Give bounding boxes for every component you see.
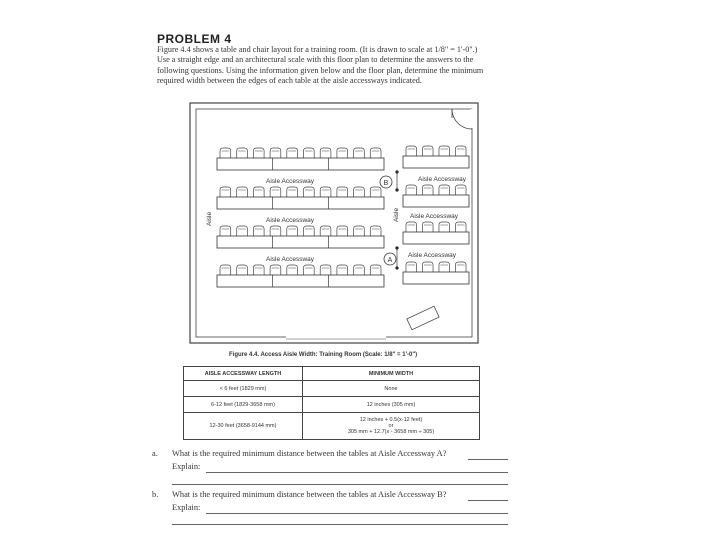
question-text: What is the required minimum distance between the tables at Aisle Accessway A?: [172, 449, 447, 458]
question-text: What is the required minimum distance between the tables at Aisle Accessway B?: [172, 490, 447, 499]
answer-line[interactable]: [172, 484, 508, 485]
room-inner-wall: [196, 109, 472, 337]
table-row: [217, 275, 384, 287]
chair: [320, 265, 331, 275]
chair: [406, 146, 417, 156]
formula-or: or: [388, 423, 394, 429]
table-row: [403, 272, 469, 284]
chair: [237, 265, 248, 275]
side-aisle-label: Aisle: [393, 207, 400, 222]
chair: [422, 185, 433, 195]
table-row: [403, 232, 469, 244]
chair: [320, 187, 331, 197]
chair: [287, 265, 298, 275]
chair: [439, 262, 450, 272]
answer-line[interactable]: [206, 472, 508, 473]
row-length: 12-30 feet (3658-9144 mm): [184, 413, 303, 440]
chair: [370, 226, 381, 236]
chair: [304, 187, 315, 197]
chair: [253, 148, 264, 158]
row-length: < 6 feet (1829 mm): [184, 381, 303, 397]
answer-line[interactable]: [172, 524, 508, 525]
intro-line: Use a straight edge and an architectural scale with this floor plan to determine the answers to the: [157, 55, 474, 65]
chair: [354, 148, 365, 158]
chair: [287, 226, 298, 236]
chair: [304, 226, 315, 236]
chair: [455, 146, 466, 156]
answer-line[interactable]: [468, 500, 508, 501]
chair: [455, 262, 466, 272]
chair: [253, 265, 264, 275]
chair: [270, 265, 281, 275]
side-aisle-label: Aisle: [206, 211, 213, 226]
chair: [304, 148, 315, 158]
aisle-label: Aisle Accessway: [418, 176, 467, 183]
chair: [370, 148, 381, 158]
chair: [270, 148, 281, 158]
chair: [422, 262, 433, 272]
table-row: [217, 158, 384, 170]
intro-line: Figure 4.4 shows a table and chair layout for a training room. (It is drawn to scale at 1/8" = 1'-0".): [157, 45, 478, 54]
chair: [220, 187, 231, 197]
explain-label: Explain:: [172, 462, 201, 471]
answer-line[interactable]: [468, 459, 508, 460]
aisle-spec-table: [183, 366, 480, 440]
question-b: [152, 490, 446, 499]
question-label: b.: [152, 490, 159, 499]
formula-imperial: 12 inches + 0.5(x-12 feet): [359, 417, 423, 423]
chair: [354, 187, 365, 197]
rotated-table: [407, 306, 439, 330]
aisle-label: Aisle Accessway: [266, 178, 315, 185]
chair: [304, 265, 315, 275]
marker-b: B: [383, 180, 389, 187]
header-width: MINIMUM WIDTH: [303, 367, 480, 381]
chair: [439, 146, 450, 156]
table-row: [217, 197, 384, 209]
chair: [370, 187, 381, 197]
chair: [337, 265, 348, 275]
chair: [406, 185, 417, 195]
question-label: a.: [152, 449, 158, 458]
chair: [237, 187, 248, 197]
chair: [422, 222, 433, 232]
chair: [320, 226, 331, 236]
chair: [455, 222, 466, 232]
chair: [354, 265, 365, 275]
problem-heading: PROBLEM 4: [157, 32, 232, 46]
answer-line[interactable]: [206, 513, 508, 514]
chair: [270, 226, 281, 236]
chair: [320, 148, 331, 158]
chair: [287, 187, 298, 197]
question-a: [152, 449, 446, 458]
table-row: [403, 156, 469, 168]
chair: [406, 222, 417, 232]
door-swing: [452, 109, 472, 129]
aisle-label: Aisle Accessway: [266, 256, 315, 263]
chair: [220, 148, 231, 158]
chair: [337, 226, 348, 236]
chair: [354, 226, 365, 236]
explain-label: Explain:: [172, 503, 201, 512]
chair: [439, 222, 450, 232]
row-width: None: [303, 381, 480, 397]
row-length: 6-12 feet (1829-3658 mm): [184, 397, 303, 413]
chair: [237, 148, 248, 158]
figure-caption: Figure 4.4. Access Aisle Width: Training Room (Scale: 1/8" = 1'-0"): [229, 352, 418, 358]
chair: [237, 226, 248, 236]
chair: [455, 185, 466, 195]
chair: [439, 185, 450, 195]
chair: [270, 187, 281, 197]
header-length: AISLE ACCESSWAY LENGTH: [184, 367, 303, 381]
aisle-label: Aisle Accessway: [408, 252, 457, 259]
row-width: 12 inches (305 mm): [303, 397, 480, 413]
intro-line: required width between the edges of each table at the aisle accessways indicated.: [157, 76, 422, 86]
chair: [253, 187, 264, 197]
chair: [253, 226, 264, 236]
chair: [422, 146, 433, 156]
chair: [337, 148, 348, 158]
aisle-label: Aisle Accessway: [410, 213, 459, 220]
row-width-formula: [303, 413, 480, 440]
chair: [287, 148, 298, 158]
marker-a: A: [387, 257, 393, 264]
chair: [406, 262, 417, 272]
chair: [370, 265, 381, 275]
intro-line: following questions. Using the information given below and the floor plan, determine the minimum: [157, 65, 484, 75]
chair: [220, 226, 231, 236]
table-row: [403, 195, 469, 207]
formula-metric: 305 mm + 12.7(x - 3658 mm ÷ 305): [347, 429, 435, 435]
table-row: [217, 236, 384, 248]
chair: [220, 265, 231, 275]
chair: [337, 187, 348, 197]
aisle-label: Aisle Accessway: [266, 217, 315, 224]
